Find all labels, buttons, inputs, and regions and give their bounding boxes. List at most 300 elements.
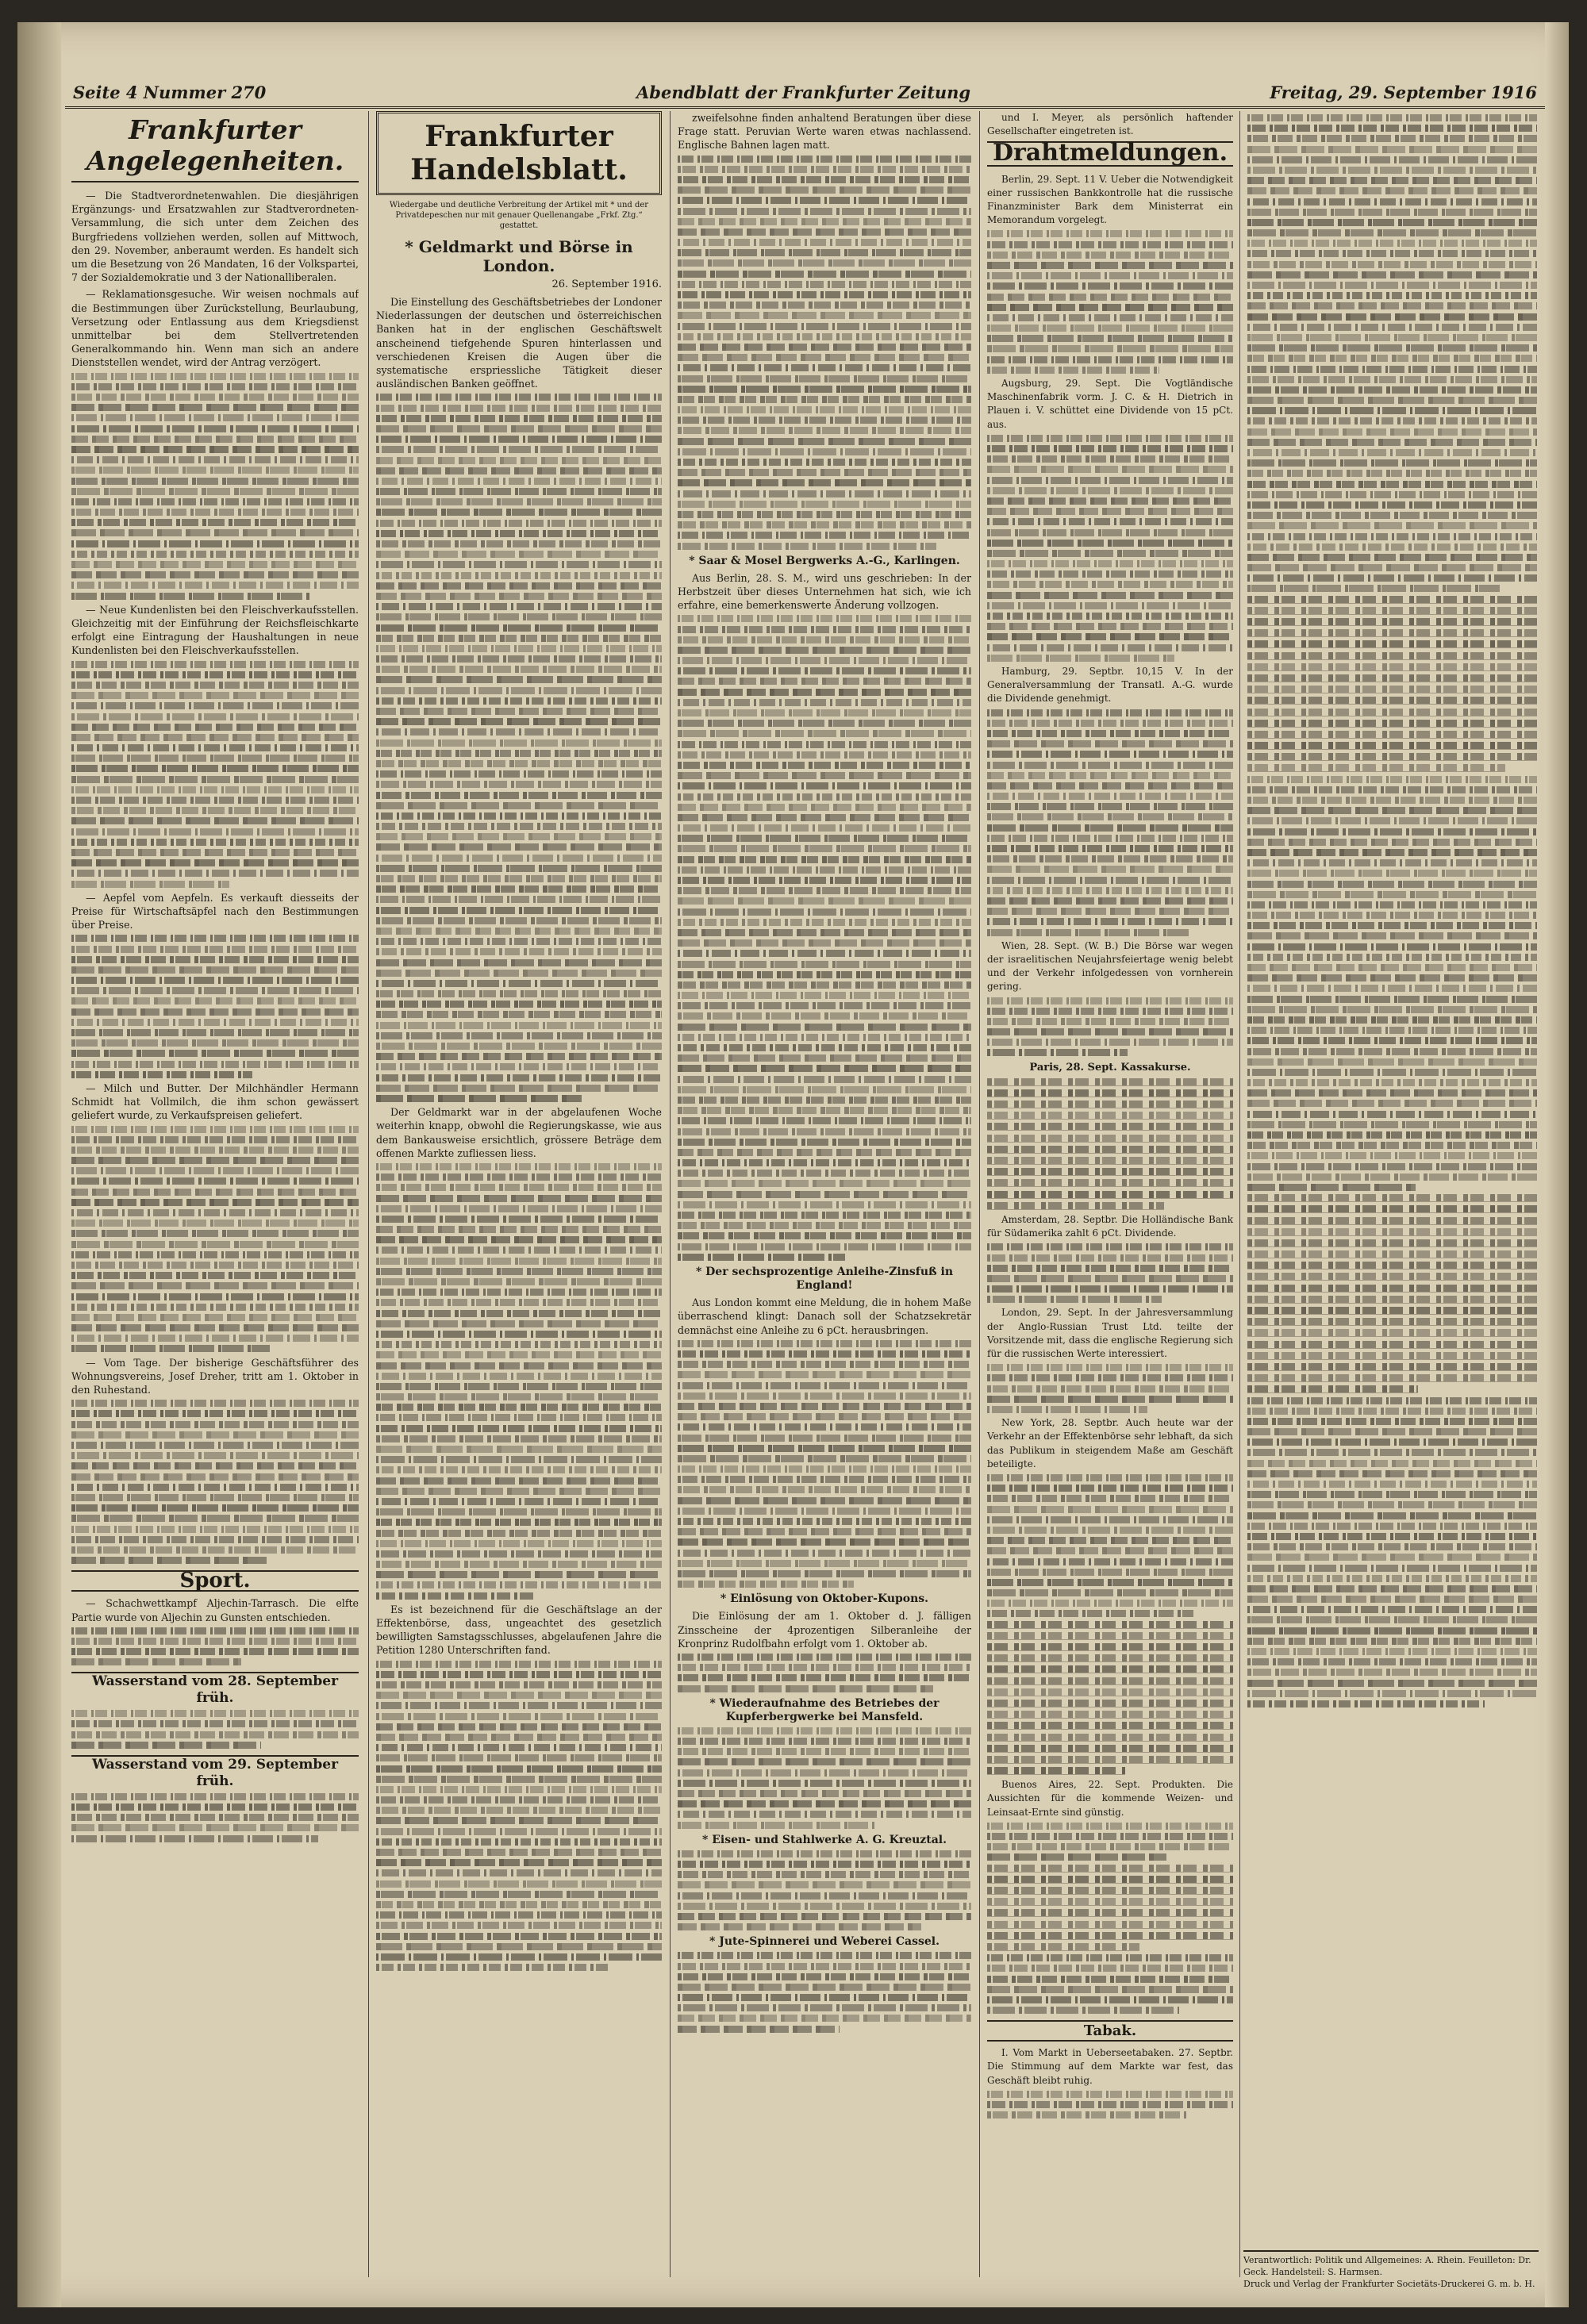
text-texture-line bbox=[987, 1976, 1233, 1983]
text-texture-line bbox=[987, 1921, 1233, 1929]
text-texture-line bbox=[71, 1515, 359, 1522]
text-texture-line bbox=[376, 1351, 662, 1358]
text-texture-line bbox=[376, 551, 662, 558]
text-texture-line bbox=[71, 765, 359, 772]
text-texture-line bbox=[678, 1528, 971, 1535]
text-texture-line bbox=[376, 1933, 662, 1940]
text-texture-line bbox=[376, 792, 662, 799]
quote-table-lines bbox=[987, 1078, 1233, 1210]
article-paragraph: London, 29. Sept. In der Jahresversammlung der Anglo-Russian Trust Ltd. teilte der Vorsitzende mit, dass die englische Regierung sich für die russischen Werte interessiert. bbox=[987, 1307, 1233, 1360]
text-texture-line bbox=[71, 1177, 359, 1185]
text-texture-line bbox=[1247, 1648, 1537, 1655]
text-texture-line bbox=[71, 744, 359, 751]
text-texture-line bbox=[1247, 1296, 1537, 1304]
text-texture-line bbox=[71, 529, 359, 536]
text-texture-line bbox=[71, 713, 359, 720]
text-texture-line bbox=[376, 1550, 662, 1558]
text-texture-line bbox=[678, 1674, 971, 1681]
text-texture-line bbox=[1247, 585, 1500, 592]
text-texture-line bbox=[376, 1754, 662, 1761]
text-texture-line bbox=[376, 1765, 662, 1773]
text-texture-line bbox=[1247, 1194, 1537, 1202]
text-texture-line bbox=[1247, 1163, 1537, 1170]
text-texture-line bbox=[987, 1823, 1233, 1830]
text-texture-line bbox=[987, 314, 1233, 321]
text-texture-line bbox=[1247, 1250, 1537, 1258]
text-texture-line bbox=[1247, 344, 1537, 351]
text-texture-line bbox=[376, 823, 662, 830]
text-texture-line bbox=[1247, 1069, 1537, 1076]
text-texture-line bbox=[1247, 324, 1537, 331]
text-texture-line bbox=[678, 741, 971, 748]
text-texture-line bbox=[1247, 1079, 1537, 1086]
text-texture-line bbox=[678, 1654, 971, 1661]
column-rule bbox=[979, 111, 980, 2277]
text-texture-line bbox=[1247, 1481, 1537, 1488]
sport-heading: Sport. bbox=[71, 1570, 359, 1592]
text-texture-line bbox=[987, 633, 1233, 640]
text-texture-line bbox=[678, 1149, 971, 1156]
text-texture-line bbox=[71, 561, 359, 568]
text-texture-line bbox=[1247, 376, 1537, 383]
text-texture-line bbox=[987, 1600, 1233, 1607]
text-texture-line bbox=[376, 676, 662, 683]
text-texture-line bbox=[1247, 1596, 1537, 1603]
text-texture-line bbox=[987, 824, 1233, 832]
text-texture-line bbox=[376, 1278, 662, 1285]
text-texture-line bbox=[678, 1790, 971, 1797]
text-texture-line bbox=[376, 1477, 662, 1485]
text-texture-line bbox=[1247, 334, 1537, 341]
text-texture-line bbox=[376, 687, 662, 694]
text-texture-line bbox=[678, 1212, 971, 1219]
text-texture-line bbox=[987, 1734, 1233, 1742]
text-texture-line bbox=[376, 488, 662, 495]
text-texture-line bbox=[1247, 859, 1537, 866]
text-texture-line bbox=[1247, 1606, 1537, 1613]
text-texture-line bbox=[1247, 1428, 1537, 1435]
text-texture-line bbox=[376, 1869, 662, 1876]
text-texture-line bbox=[1247, 1307, 1537, 1315]
text-texture-line bbox=[376, 1817, 662, 1824]
text-texture-line bbox=[678, 501, 971, 508]
text-texture-line bbox=[71, 488, 359, 495]
text-texture-line bbox=[678, 406, 971, 413]
text-texture-line bbox=[376, 1592, 536, 1600]
text-texture-line bbox=[987, 1101, 1233, 1108]
text-lines bbox=[71, 935, 359, 1077]
text-texture-line bbox=[678, 302, 971, 309]
text-texture-line bbox=[1247, 292, 1537, 299]
text-texture-line bbox=[1247, 1585, 1537, 1592]
text-texture-line bbox=[678, 615, 971, 622]
text-texture-line bbox=[376, 1011, 662, 1018]
text-texture-line bbox=[678, 323, 971, 330]
text-texture-line bbox=[678, 636, 971, 643]
text-texture-line bbox=[1247, 156, 1537, 163]
text-texture-line bbox=[71, 1293, 359, 1300]
text-texture-line bbox=[1247, 209, 1537, 216]
text-texture-line bbox=[1247, 366, 1537, 373]
text-texture-line bbox=[71, 807, 359, 814]
text-lines bbox=[1247, 1397, 1537, 1707]
text-texture-line bbox=[678, 709, 971, 716]
text-lines bbox=[678, 1654, 971, 1692]
text-texture-line bbox=[678, 1413, 971, 1420]
text-texture-line bbox=[1247, 1121, 1537, 1128]
text-texture-line bbox=[678, 249, 971, 256]
text-texture-line bbox=[678, 1581, 854, 1588]
text-texture-line bbox=[376, 1671, 662, 1678]
text-texture-line bbox=[678, 156, 971, 163]
text-texture-line bbox=[987, 1767, 1125, 1775]
text-lines bbox=[71, 373, 359, 600]
text-texture-line bbox=[1247, 198, 1537, 206]
text-texture-line bbox=[71, 1251, 359, 1258]
text-texture-line bbox=[987, 1146, 1233, 1154]
text-texture-line bbox=[71, 1648, 359, 1655]
article-title: * Einlösung von Oktober-Kupons. bbox=[720, 1592, 929, 1606]
text-texture-line bbox=[71, 1147, 359, 1154]
text-texture-line bbox=[678, 1984, 971, 1991]
text-texture-line bbox=[987, 1018, 1233, 1025]
text-texture-line bbox=[678, 1232, 971, 1239]
article-paragraph: Der Geldmarkt war in der abgelaufenen Woche weiterhin knapp, obwohl die Regierungskasse, wie aus dem Bankausweise ersichtlich, grössere Beträge dem offenen Markte zufliessen liess. bbox=[376, 1106, 662, 1159]
text-texture-line bbox=[71, 1157, 359, 1164]
text-texture-line bbox=[71, 1061, 359, 1068]
text-texture-line bbox=[1247, 1439, 1537, 1446]
text-texture-line bbox=[987, 655, 1174, 662]
text-texture-line bbox=[71, 1209, 359, 1216]
text-texture-line bbox=[678, 259, 971, 267]
text-texture-line bbox=[678, 1117, 971, 1124]
text-lines bbox=[987, 1474, 1233, 1617]
water-level-heading: Wasserstand vom 28. September früh. bbox=[71, 1672, 359, 1707]
text-texture-line bbox=[1247, 449, 1537, 456]
text-texture-line bbox=[376, 1692, 662, 1699]
text-texture-line bbox=[987, 1547, 1233, 1554]
text-texture-line bbox=[1247, 459, 1537, 467]
text-texture-line bbox=[987, 997, 1233, 1005]
text-texture-line bbox=[71, 881, 229, 888]
text-texture-line bbox=[987, 1157, 1233, 1165]
text-texture-line bbox=[1247, 891, 1537, 898]
text-texture-line bbox=[376, 1953, 662, 1961]
text-lines bbox=[71, 1793, 359, 1842]
text-texture-line bbox=[1247, 386, 1537, 394]
text-texture-line bbox=[678, 521, 971, 528]
text-texture-line bbox=[1247, 1048, 1537, 1055]
text-texture-line bbox=[376, 666, 662, 673]
text-lines bbox=[71, 1400, 359, 1564]
text-texture-line bbox=[987, 1700, 1233, 1707]
text-texture-line bbox=[987, 602, 1233, 609]
text-texture-line bbox=[987, 230, 1233, 237]
text-texture-line bbox=[376, 770, 662, 778]
text-texture-line bbox=[71, 776, 359, 783]
text-texture-line bbox=[1247, 1318, 1537, 1326]
text-texture-line bbox=[678, 1497, 971, 1504]
text-texture-line bbox=[987, 1833, 1233, 1840]
article-paragraph: — Reklamationsgesuche. Wir weisen nochmals auf die Bestimmungen über Zurückstellung, Beurlaubung, Versetzung oder Entlassung aus dem Kriegsdienst unmittelbar bei dem Stellvertretenden Generalkommando hin. Wenn man sich an andere Dienststellen wendet, wird der Antrag verzögert. bbox=[71, 288, 359, 369]
page-edge bbox=[1545, 22, 1569, 2307]
text-texture-line bbox=[71, 519, 359, 526]
text-texture-line bbox=[71, 1731, 359, 1738]
text-texture-line bbox=[1247, 674, 1537, 682]
text-texture-line bbox=[987, 570, 1233, 578]
text-texture-line bbox=[376, 1184, 662, 1191]
text-texture-line bbox=[376, 1446, 662, 1453]
text-texture-line bbox=[71, 702, 359, 709]
section-heading: Drahtmeldungen. bbox=[987, 141, 1233, 166]
text-texture-line bbox=[987, 644, 1233, 651]
text-texture-line bbox=[678, 929, 971, 936]
text-texture-line bbox=[678, 824, 971, 832]
text-texture-line bbox=[1247, 697, 1537, 705]
imprint-line: Druck und Verlag der Frankfurter Societäts-Druckerei G. m. b. H. bbox=[1243, 2279, 1535, 2289]
text-texture-line bbox=[987, 782, 1233, 789]
text-texture-line bbox=[678, 1476, 971, 1483]
text-texture-line bbox=[1247, 870, 1537, 877]
text-texture-line bbox=[71, 817, 359, 824]
text-texture-line bbox=[1247, 564, 1537, 571]
text-texture-line bbox=[987, 272, 1233, 279]
text-texture-line bbox=[1247, 985, 1537, 992]
quote-table-lines bbox=[987, 1621, 1233, 1775]
text-texture-line bbox=[1247, 1037, 1537, 1044]
text-texture-line bbox=[71, 1710, 359, 1717]
text-texture-line bbox=[376, 1849, 662, 1856]
article-title: * Saar & Mosel Bergwerks A.-G., Karlingen. bbox=[689, 554, 960, 567]
text-texture-line bbox=[987, 1876, 1233, 1884]
text-texture-line bbox=[376, 1702, 662, 1709]
text-texture-line bbox=[71, 1824, 359, 1831]
text-texture-line bbox=[71, 1804, 359, 1811]
text-texture-line bbox=[376, 1310, 662, 1317]
text-lines bbox=[1247, 776, 1537, 1191]
text-texture-line bbox=[71, 1462, 359, 1469]
article-title: * Geldmarkt und Börse in London. bbox=[405, 237, 633, 275]
text-texture-line bbox=[1247, 709, 1537, 716]
text-texture-line bbox=[71, 828, 359, 835]
text-lines bbox=[678, 1340, 971, 1588]
text-texture-line bbox=[678, 1097, 971, 1104]
text-lines bbox=[987, 997, 1233, 1057]
text-texture-line bbox=[1247, 1512, 1537, 1519]
text-texture-line bbox=[376, 603, 662, 610]
text-texture-line bbox=[1247, 1669, 1537, 1676]
text-texture-line bbox=[71, 1546, 359, 1554]
column-telegrams-b bbox=[1247, 111, 1537, 2277]
text-texture-line bbox=[987, 1909, 1233, 1917]
text-texture-line bbox=[678, 981, 971, 989]
text-texture-line bbox=[987, 855, 1233, 862]
text-texture-line bbox=[71, 755, 359, 762]
text-texture-line bbox=[71, 1452, 359, 1459]
text-texture-line bbox=[678, 804, 971, 811]
text-texture-line bbox=[1247, 996, 1537, 1003]
text-texture-line bbox=[376, 1320, 662, 1327]
text-texture-line bbox=[1247, 1184, 1416, 1191]
text-texture-line bbox=[376, 760, 662, 767]
text-texture-line bbox=[376, 1163, 662, 1170]
text-texture-line bbox=[678, 1800, 971, 1807]
text-texture-line bbox=[71, 724, 359, 731]
text-texture-line bbox=[1247, 355, 1537, 362]
text-texture-line bbox=[678, 375, 971, 382]
text-texture-line bbox=[71, 373, 359, 380]
text-texture-line bbox=[376, 593, 662, 600]
text-texture-line bbox=[1247, 618, 1537, 626]
text-texture-line bbox=[376, 1796, 662, 1804]
text-texture-line bbox=[987, 1474, 1233, 1481]
text-texture-line bbox=[1247, 1016, 1537, 1024]
text-texture-line bbox=[987, 1558, 1233, 1565]
text-texture-line bbox=[376, 802, 662, 809]
text-texture-line bbox=[71, 436, 359, 443]
text-texture-line bbox=[987, 1677, 1233, 1685]
text-texture-line bbox=[678, 1465, 971, 1473]
text-texture-line bbox=[678, 1180, 971, 1187]
text-texture-line bbox=[376, 1043, 662, 1050]
text-texture-line bbox=[678, 186, 971, 194]
text-texture-line bbox=[71, 1220, 359, 1227]
text-lines bbox=[987, 1364, 1233, 1413]
text-texture-line bbox=[678, 1748, 971, 1755]
text-texture-line bbox=[678, 532, 971, 539]
text-texture-line bbox=[376, 718, 662, 725]
text-texture-line bbox=[987, 897, 1233, 905]
text-texture-line bbox=[1247, 849, 1537, 856]
text-texture-line bbox=[987, 1028, 1233, 1035]
text-texture-line bbox=[376, 1074, 662, 1081]
text-texture-line bbox=[376, 1911, 662, 1919]
text-texture-line bbox=[71, 1536, 359, 1543]
text-texture-line bbox=[987, 1265, 1233, 1272]
text-texture-line bbox=[376, 1373, 662, 1380]
text-texture-line bbox=[678, 1769, 971, 1777]
text-texture-line bbox=[987, 508, 1233, 515]
text-texture-line bbox=[987, 1569, 1233, 1576]
text-texture-line bbox=[1247, 1533, 1537, 1540]
text-texture-line bbox=[71, 1400, 359, 1407]
text-lines bbox=[678, 1952, 971, 2032]
text-texture-line bbox=[987, 294, 1233, 301]
text-texture-line bbox=[1247, 407, 1537, 414]
text-texture-line bbox=[376, 1891, 662, 1898]
text-texture-line bbox=[376, 498, 662, 505]
text-texture-line bbox=[987, 1621, 1233, 1629]
text-texture-line bbox=[678, 1065, 971, 1072]
text-texture-line bbox=[1247, 428, 1537, 436]
text-texture-line bbox=[71, 1039, 359, 1047]
article-paragraph: Aus Berlin, 28. S. M., wird uns geschrieben: In der Herbstzeit über dieses Unternehmen hat sich, wie ich erfahre, eine bemerkenswerte Änderung vollzogen. bbox=[678, 571, 971, 612]
text-texture-line bbox=[678, 208, 971, 215]
newspaper-page bbox=[17, 22, 1569, 2307]
text-texture-line bbox=[376, 457, 662, 464]
text-texture-line bbox=[376, 540, 662, 547]
water-level-heading: Wasserstand vom 29. September früh. bbox=[71, 1755, 359, 1790]
article-paragraph: Buenos Aires, 22. Sept. Produkten. Die Aussichten für die kommende Weizen- und Leinsaat-Ernte sind günstig. bbox=[987, 1779, 1233, 1818]
text-lines bbox=[987, 1954, 1233, 2014]
text-texture-line bbox=[71, 1421, 359, 1428]
text-texture-line bbox=[678, 1850, 971, 1857]
text-texture-line bbox=[376, 708, 662, 715]
text-texture-line bbox=[678, 1086, 971, 1093]
text-texture-line bbox=[1247, 481, 1537, 488]
text-texture-line bbox=[987, 1135, 1233, 1143]
text-texture-line bbox=[678, 971, 971, 978]
text-texture-line bbox=[1247, 1460, 1537, 1467]
text-texture-line bbox=[71, 509, 359, 516]
text-texture-line bbox=[1247, 1575, 1537, 1582]
text-texture-line bbox=[1247, 1680, 1537, 1687]
text-texture-line bbox=[376, 436, 662, 443]
text-texture-line bbox=[1247, 753, 1537, 761]
text-texture-line bbox=[678, 1012, 971, 1020]
text-texture-line bbox=[987, 518, 1233, 525]
text-texture-line bbox=[678, 1892, 971, 1900]
text-texture-line bbox=[376, 1561, 662, 1568]
text-texture-line bbox=[987, 262, 1233, 269]
text-texture-line bbox=[71, 414, 359, 421]
text-texture-line bbox=[987, 1495, 1233, 1502]
text-texture-line bbox=[678, 1822, 874, 1829]
text-texture-line bbox=[71, 467, 359, 474]
text-texture-line bbox=[987, 908, 1233, 915]
text-texture-line bbox=[987, 1665, 1233, 1673]
text-texture-line bbox=[1247, 720, 1537, 728]
text-texture-line bbox=[376, 1681, 662, 1688]
text-texture-line bbox=[678, 1952, 971, 1959]
text-texture-line bbox=[678, 438, 971, 445]
text-texture-line bbox=[987, 1112, 1233, 1120]
text-texture-line bbox=[987, 877, 1233, 884]
text-texture-line bbox=[376, 1838, 662, 1846]
article-paragraph: Die Einstellung des Geschäftsbetriebes der Londoner Niederlassungen der deutschen und österreichischen Banken hat in der englischen Geschäftswelt anscheinend tiefgehende Spuren hinterlassen und verschiedenen Kreisen die Augen über die systematische erspriessliche Tätigkeit dieser ausländischen Banken geöffnet. bbox=[376, 296, 662, 390]
text-texture-line bbox=[71, 734, 359, 741]
text-texture-line bbox=[987, 1296, 1162, 1303]
text-texture-line bbox=[987, 497, 1233, 505]
text-lines bbox=[987, 435, 1233, 662]
text-texture-line bbox=[678, 1560, 971, 1567]
text-texture-line bbox=[987, 477, 1233, 484]
text-texture-line bbox=[1247, 954, 1537, 961]
text-texture-line bbox=[678, 1128, 971, 1135]
text-texture-line bbox=[376, 875, 662, 882]
text-texture-line bbox=[71, 797, 359, 804]
text-texture-line bbox=[1247, 1385, 1418, 1393]
text-texture-line bbox=[987, 1396, 1233, 1403]
text-texture-line bbox=[376, 1022, 662, 1029]
text-texture-line bbox=[678, 490, 971, 497]
text-texture-line bbox=[678, 1382, 971, 1389]
text-texture-line bbox=[1247, 1100, 1537, 1107]
text-texture-line bbox=[678, 1780, 971, 1787]
issue-date: Freitag, 29. September 1916 bbox=[1270, 83, 1537, 102]
text-texture-line bbox=[987, 1537, 1233, 1544]
text-texture-line bbox=[987, 1506, 1233, 1513]
text-texture-line bbox=[1247, 1352, 1537, 1360]
text-lines bbox=[71, 661, 359, 888]
text-texture-line bbox=[71, 786, 359, 793]
text-texture-line bbox=[678, 281, 971, 288]
text-texture-line bbox=[71, 446, 359, 453]
text-texture-line bbox=[376, 394, 662, 401]
text-texture-line bbox=[376, 1032, 662, 1039]
text-texture-line bbox=[1247, 1329, 1537, 1337]
text-texture-line bbox=[987, 1745, 1233, 1753]
